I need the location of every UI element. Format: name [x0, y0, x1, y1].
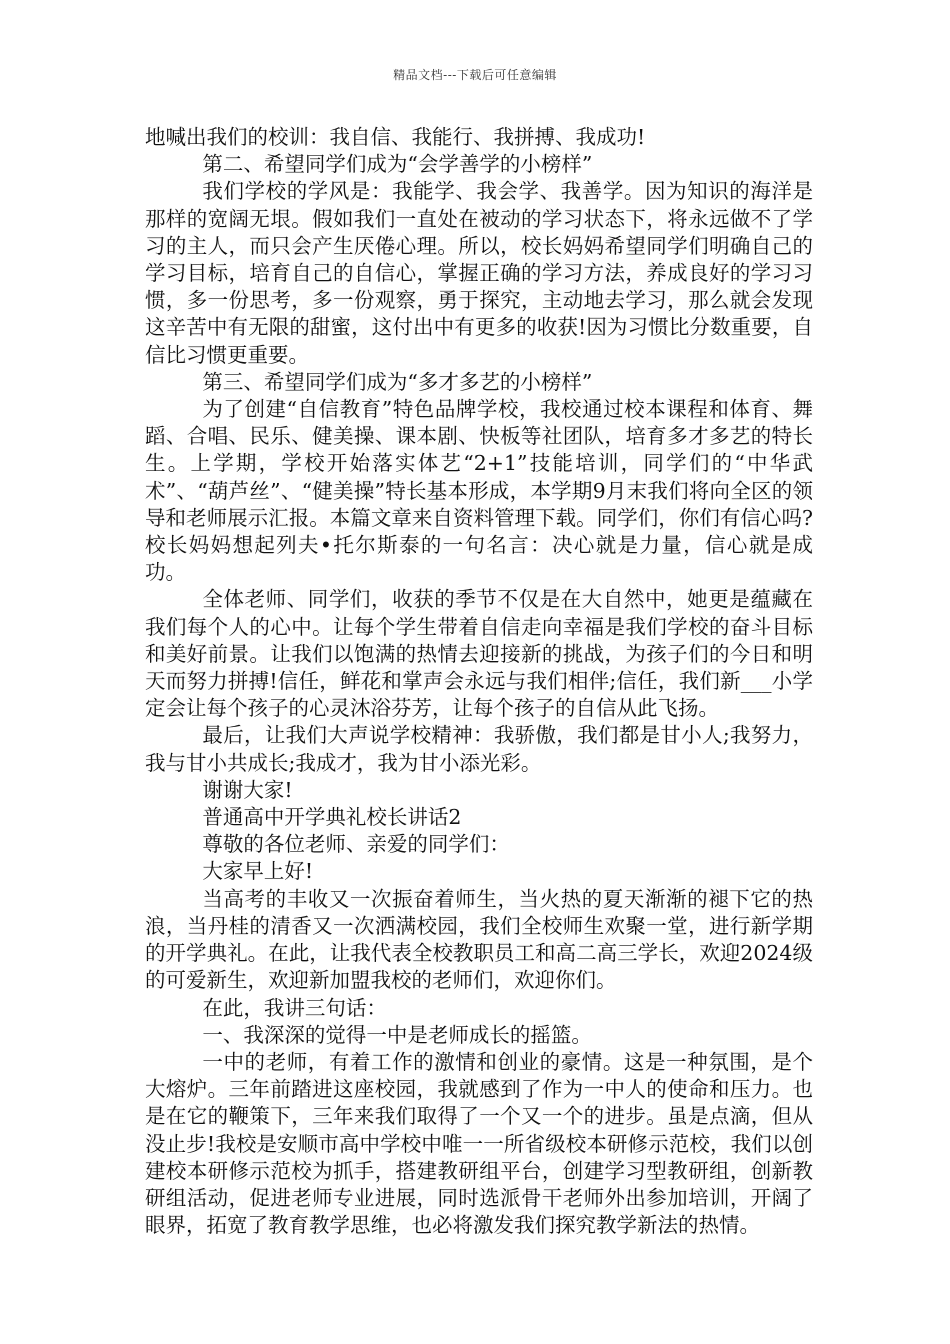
- document-body: [145, 124, 813, 1239]
- paragraph-study-style: 我们学校的学风是：我能学、我会学、我善学。因为知识的海洋是那样的宽阔无垠。假如我们一直处在被动的学习状态下，将永远做不了学习的主人，而只会产生厌倦心理。所以，校长妈妈希望同学们明确自己的学习目标，培育自己的自信心，掌握正确的学习方法，养成良好的学习习惯，多一份思考，多一份观察，勇于探究，主动地去学习，那么就会发现这辛苦中有无限的甜蜜，这付出中有更多的收获!因为习惯比分数重要，自信比习惯更重要。: [145, 179, 813, 367]
- page-header: 精品文档---下载后可任意编辑: [393, 68, 557, 82]
- paragraph-talent: 为了创建“自信教育”特色品牌学校，我校通过校本课程和体育、舞蹈、合唱、民乐、健美操、课本剧、快板等社团队，培育多才多艺的特长生。上学期，学校开始落实体艺“2+1”技能培训，同学们的“中华武术”、“葫芦丝”、“健美操”特长基本形成，本学期9月末我们将向全区的领导和老师展示汇报。本篇文章来自资料管理下载。同学们，你们有信心吗?校长妈妈想起列夫•托尔斯泰的一句名言：决心就是力量，信心就是成功。: [145, 397, 813, 585]
- section-title-speech-2: 普通高中开学典礼校长讲话2: [202, 805, 462, 830]
- paragraph-teachers: 一中的老师，有着工作的激情和创业的豪情。这是一种氛围，是个大熔炉。三年前踏进这座校园，我就感到了作为一中人的使命和压力。也是在它的鞭策下，三年来我们取得了一个又一个的进步。虽是点滴，但从没止步!我校是安顺市高中学校中唯一一所省级校本研修示范校，我们以创建校本研修示范校为抓手，搭建教研组平台，创建学习型教研组，创新教研组活动，促进老师专业进展，同时选派骨干老师外出参加培训，开阔了眼界，拓宽了教育教学思维，也必将激发我们探究教学新法的热情。: [145, 1049, 813, 1238]
- paragraph-motto: 地喊出我们的校训：我自信、我能行、我拼搏、我成功!: [145, 125, 646, 149]
- paragraph-school-spirit: 最后，让我们大声说学校精神：我骄傲，我们都是甘小人;我努力，我与甘小共成长;我成才，我为甘小添光彩。: [145, 723, 813, 775]
- paragraph-three-points: 在此，我讲三句话：: [202, 995, 387, 1020]
- paragraph-opening: 当高考的丰收又一次振奋着师生，当火热的夏天渐渐的褪下它的热浪，当丹桂的清香又一次洒满校园，我们全校师生欢聚一堂，进行新学期的开学典礼。在此，让我代表全校教职员工和高二高三学长，欢迎2024级的可爱新生，欢迎新加盟我校的老师们，欢迎你们。: [145, 886, 813, 993]
- greeting: 大家早上好!: [202, 859, 314, 884]
- paragraph-thanks: 谢谢大家!: [202, 777, 293, 802]
- salutation: 尊敬的各位老师、亲爱的同学们：: [202, 832, 510, 857]
- heading-point-one: 一、我深深的觉得一中是老师成长的摇篮。: [202, 1022, 592, 1047]
- heading-second-wish: 第二、希望同学们成为“会学善学的小榜样”: [202, 152, 593, 177]
- heading-third-wish: 第三、希望同学们成为“多才多艺的小榜样”: [202, 369, 593, 394]
- paragraph-harvest: 全体老师、同学们，收获的季节不仅是在大自然中，她更是蕴藏在我们每个人的心中。让每个学生带着自信走向幸福是我们学校的奋斗目标和美好前景。让我们以饱满的热情去迎接新的挑战，为孩子们的今日和明天而努力拼搏!信任，鲜花和掌声会永远与我们相伴;信任，我们新___小学定会让每个孩子的心灵沐浴芬芳，让每个孩子的自信从此飞扬。: [145, 587, 813, 721]
